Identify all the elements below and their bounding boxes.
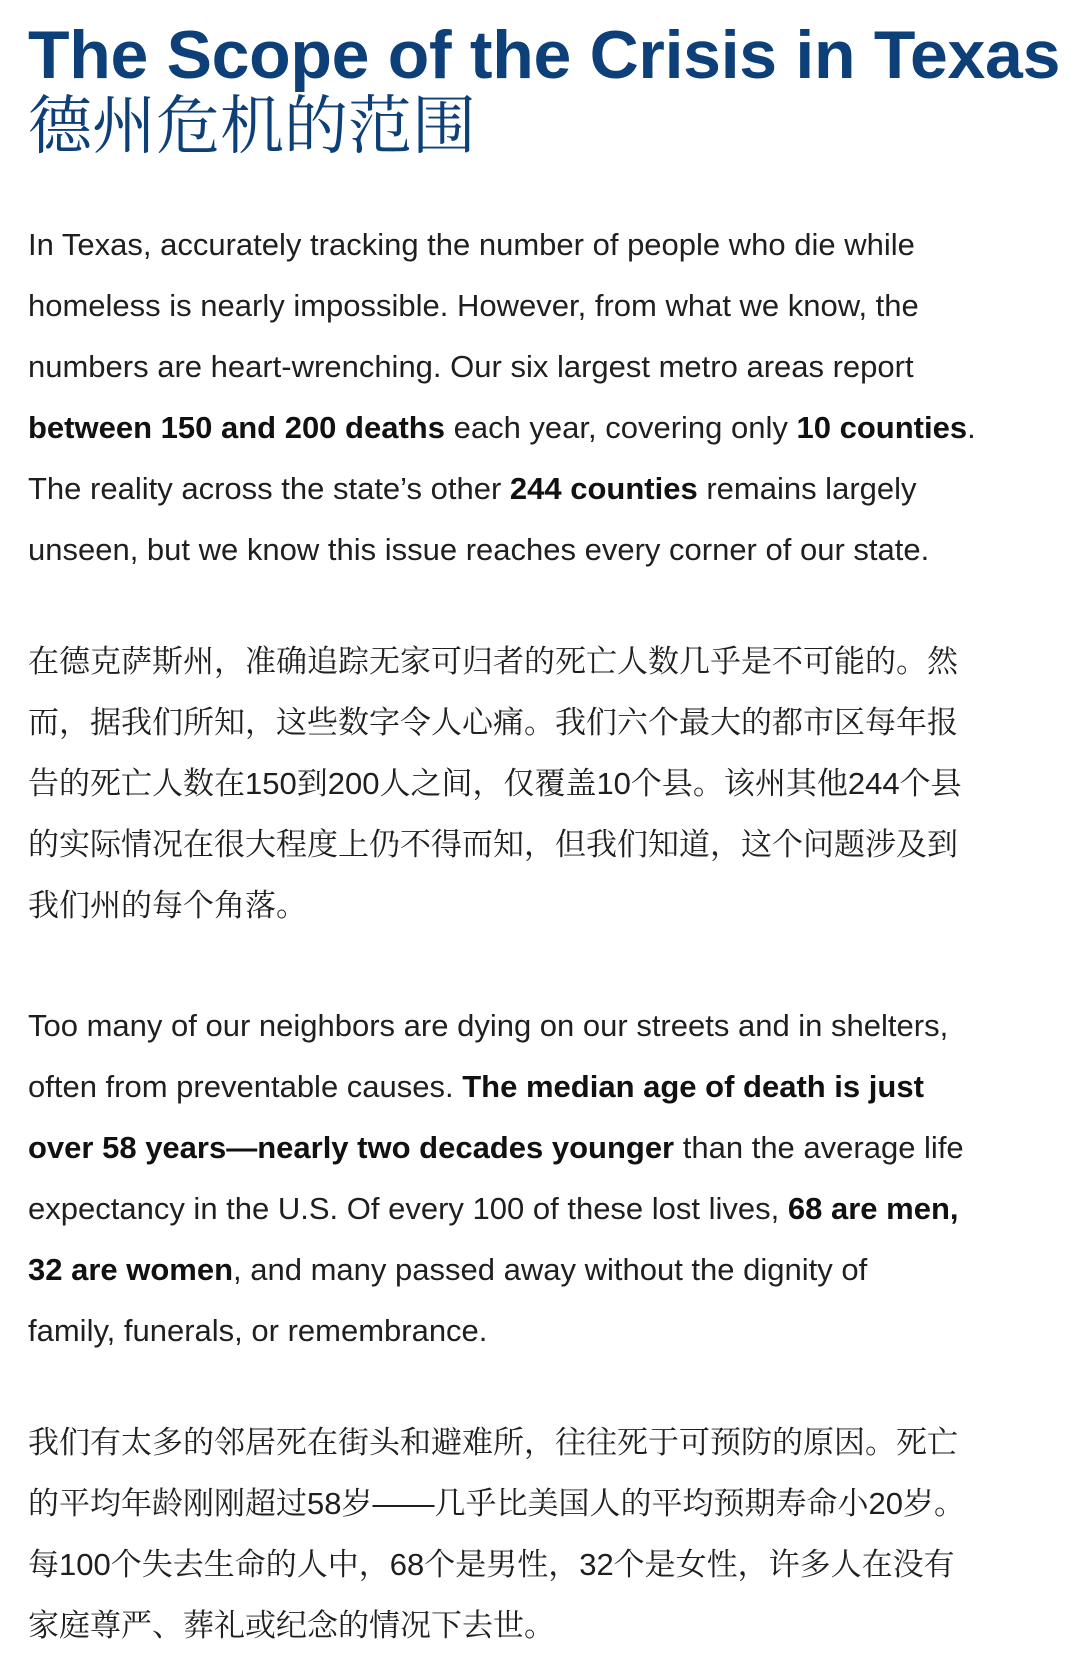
page-title-english: The Scope of the Crisis in Texas: [28, 17, 1061, 93]
emphasis-women-count: 32 are women: [28, 1252, 234, 1287]
paragraph-line: 家庭尊严、葬礼或纪念的情况下去世。: [28, 1608, 555, 1643]
emphasis-other-counties: 244 counties: [509, 471, 698, 506]
text-fragment: often from preventable causes.: [28, 1069, 463, 1104]
paragraph-line: numbers are heart-wrenching. Our six largest metro areas report: [28, 349, 914, 384]
paragraph-line: 告的死亡人数在150到200人之间，仅覆盖10个县。该州其他244个县: [28, 766, 962, 801]
paragraph-line: [28, 1117, 964, 1178]
paragraph-chinese-1: [28, 631, 962, 936]
paragraph-line: 我们州的每个角落。: [28, 888, 307, 923]
emphasis-median-age-cont: over 58 years—nearly two decades younger: [28, 1130, 675, 1165]
text-fragment: than the average life: [674, 1130, 964, 1165]
paragraph-line: 每100个失去生命的人中，68个是男性，32个是女性，许多人在没有: [28, 1547, 955, 1582]
paragraph-line: homeless is nearly impossible. However, from what we know, the: [28, 288, 919, 323]
paragraph-line: In Texas, accurately tracking the number of people who die while: [28, 227, 915, 262]
text-fragment: each year, covering only: [444, 410, 797, 445]
paragraph-line: Too many of our neighbors are dying on our streets and in shelters,: [28, 1008, 949, 1043]
article: [28, 17, 1068, 1643]
text-fragment: The reality across the state’s other: [28, 471, 510, 506]
paragraph-chinese-2: [28, 1412, 965, 1656]
paragraph-english-2: [28, 995, 964, 1361]
emphasis-men-count: 68 are men,: [787, 1191, 959, 1226]
page-title-chinese: 德州危机的范围: [28, 90, 476, 162]
paragraph-line: [28, 397, 976, 458]
emphasis-deaths-range: between 150 and 200 deaths: [28, 410, 445, 445]
paragraph-line: 而，据我们所知，这些数字令人心痛。我们六个最大的都市区每年报: [28, 705, 958, 740]
text-fragment: remains largely: [697, 471, 917, 506]
paragraph-line: [28, 1056, 964, 1117]
paragraph-line: [28, 1178, 964, 1239]
paragraph-line: family, funerals, or remembrance.: [28, 1313, 488, 1348]
emphasis-counties-count: 10 counties: [796, 410, 968, 445]
paragraph-english-1: [28, 214, 976, 580]
paragraph-line: 在德克萨斯州，准确追踪无家可归者的死亡人数几乎是不可能的。然: [28, 644, 958, 679]
paragraph-line: [28, 1239, 964, 1300]
text-fragment: .: [967, 410, 976, 445]
paragraph-line: 的实际情况在很大程度上仍不得而知，但我们知道，这个问题涉及到: [28, 827, 958, 862]
text-fragment: expectancy in the U.S. Of every 100 of these lost lives,: [28, 1191, 788, 1226]
paragraph-line: unseen, but we know this issue reaches every corner of our state.: [28, 532, 930, 567]
text-fragment: , and many passed away without the dignity of: [233, 1252, 868, 1287]
paragraph-line: 我们有太多的邻居死在街头和避难所，往往死于可预防的原因。死亡: [28, 1425, 958, 1460]
paragraph-line: [28, 458, 976, 519]
emphasis-median-age: The median age of death is just: [462, 1069, 924, 1104]
paragraph-line: 的平均年龄刚刚超过58岁——几乎比美国人的平均预期寿命小20岁。: [28, 1486, 965, 1521]
